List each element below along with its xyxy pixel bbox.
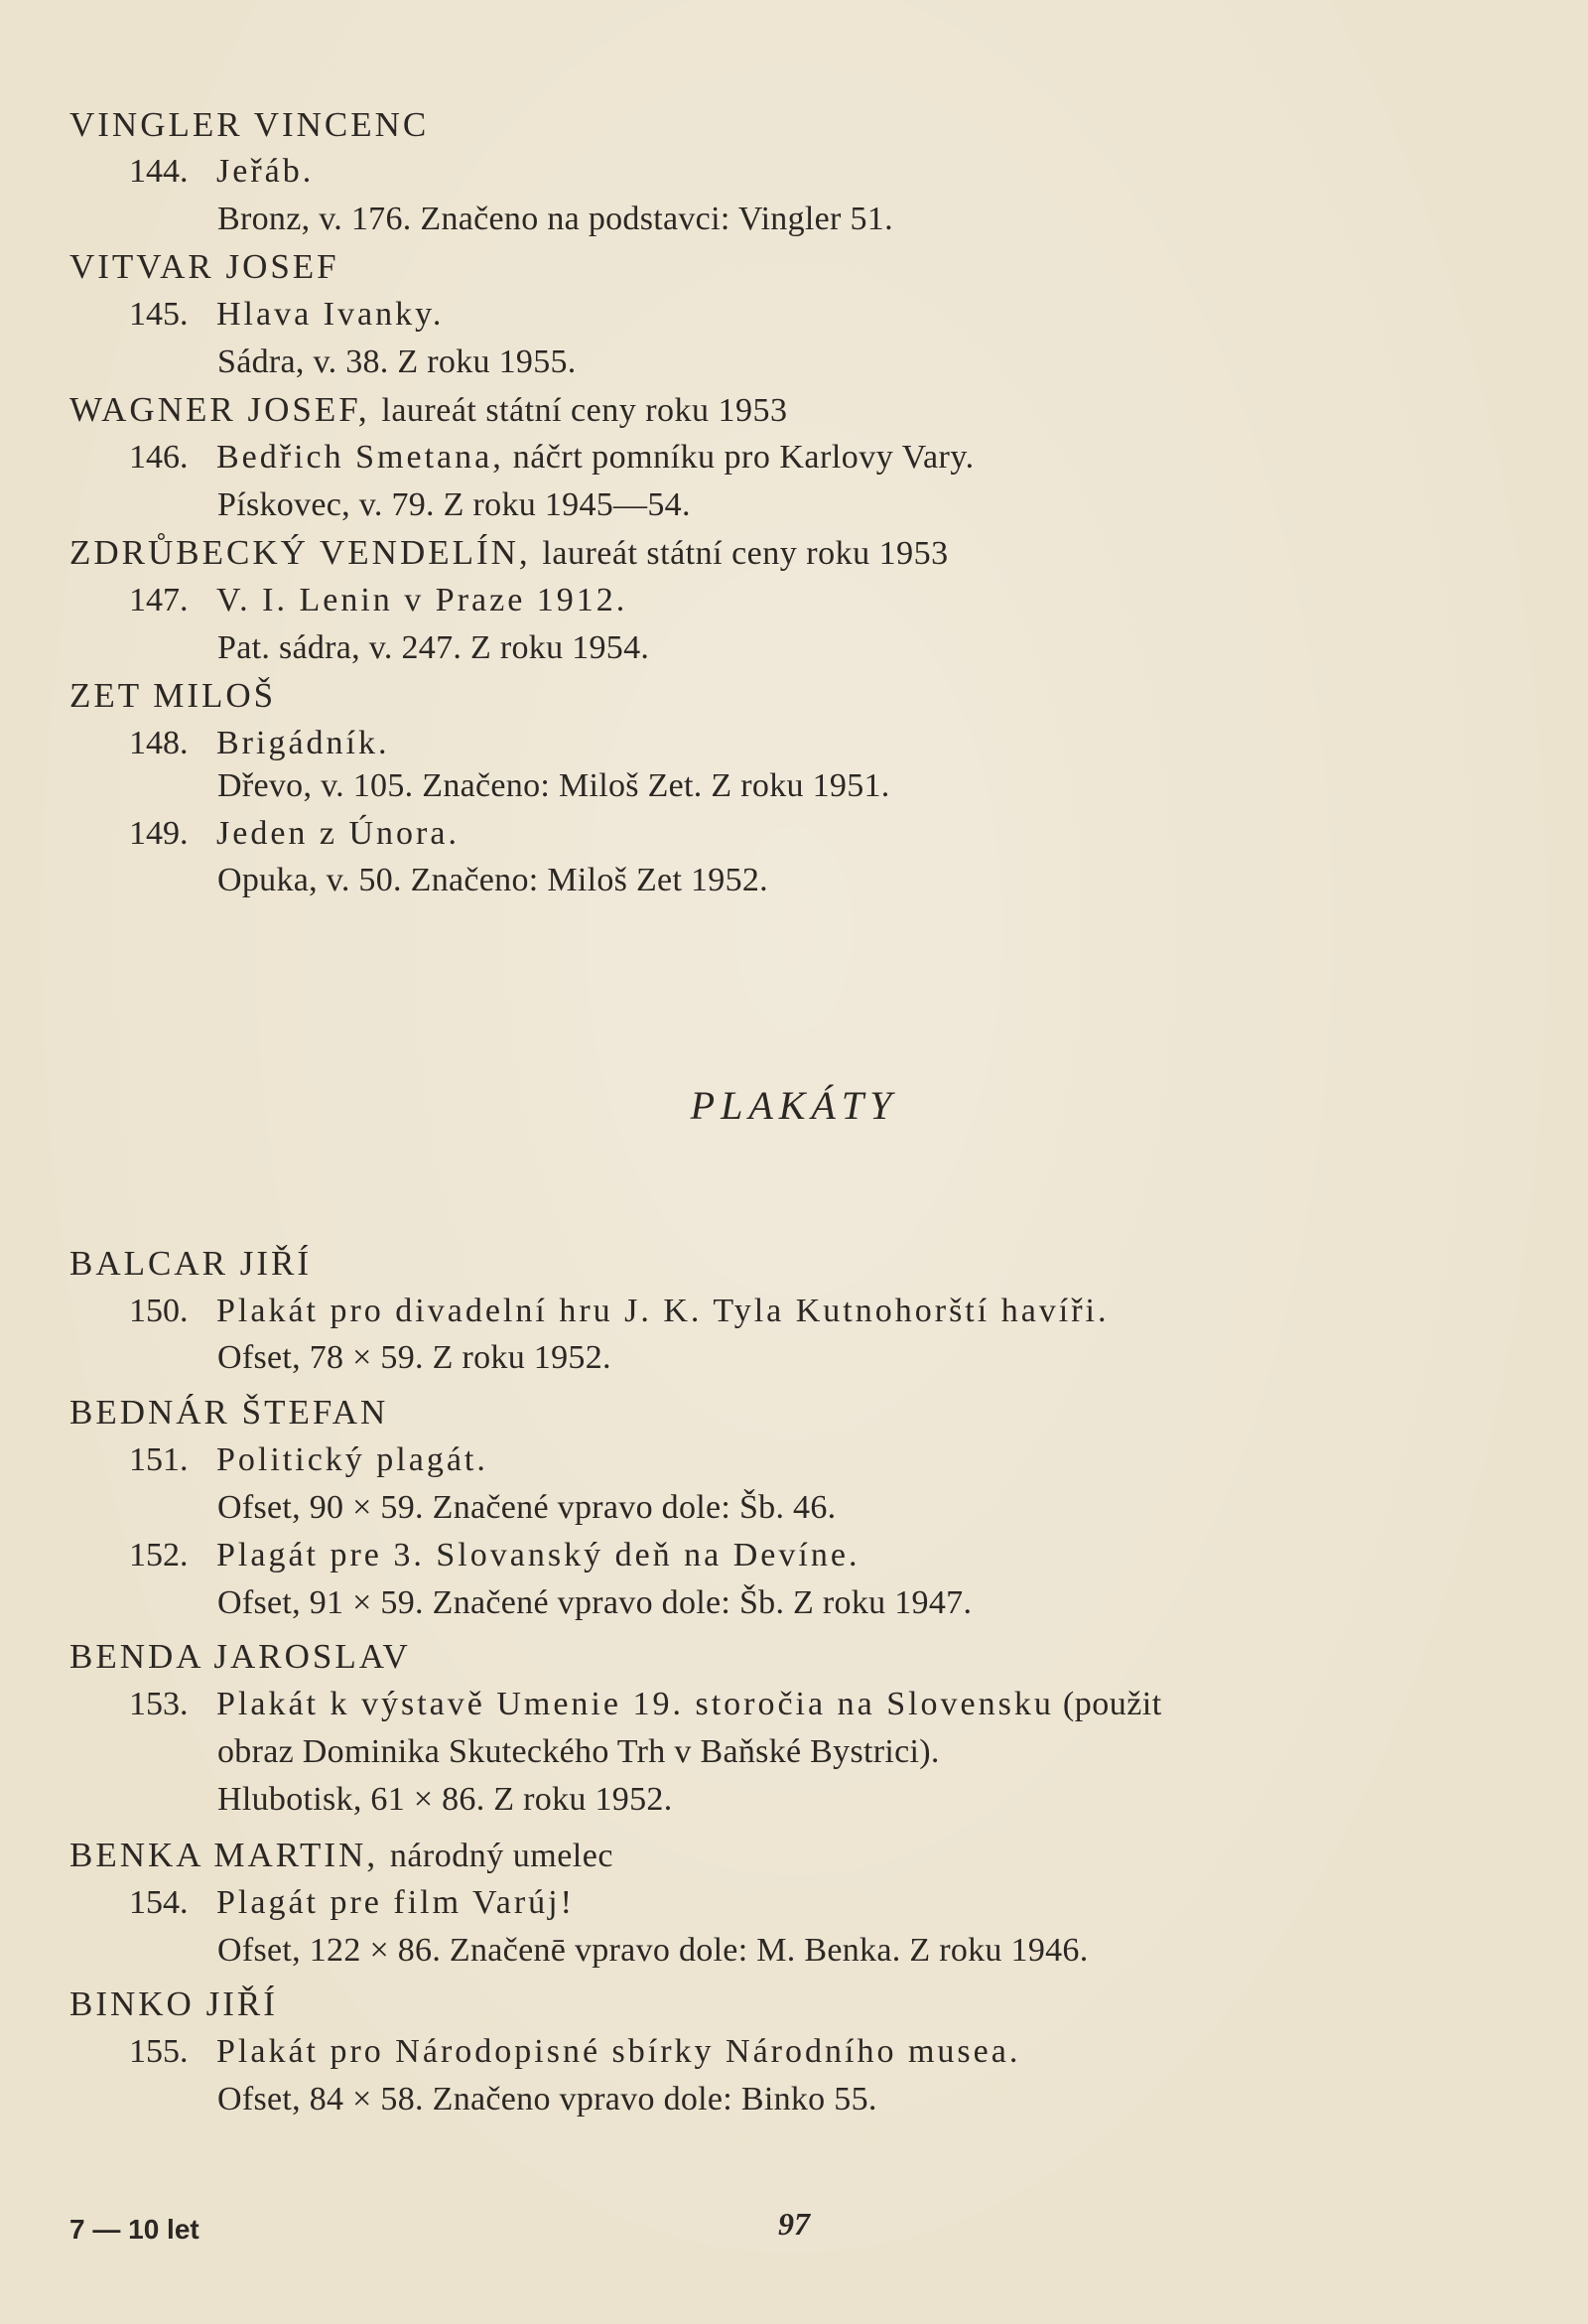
work-entry (129, 724, 389, 763)
work-number: 149. (129, 815, 189, 852)
work-detail: Ofset, 78 × 59. Z roku 1952. (217, 1339, 611, 1376)
work-number: 152. (129, 1537, 189, 1573)
artist-name: BINKO JIŘÍ (69, 1984, 278, 2023)
work-detail: Bronz, v. 176. Značeno na podstavci: Vingler 51. (217, 201, 893, 237)
work-entry (129, 814, 460, 854)
work-title: Jeden z Února. (216, 815, 460, 852)
work-number: 154. (129, 1884, 189, 1921)
work-detail: Pískovec, v. 79. Z roku 1945—54. (217, 486, 691, 523)
work-title: Plakát pro divadelní hru J. K. Tyla Kutnohorští havíři. (216, 1293, 1110, 1329)
work-entry (129, 438, 975, 478)
work-title: Hlava Ivanky. (216, 296, 445, 333)
artist-heading (69, 676, 276, 716)
artist-note: národný umelec (389, 1838, 613, 1874)
page-number: 97 (778, 2206, 810, 2242)
artist-note: laureát státní ceny roku 1953 (542, 535, 949, 572)
work-entry (129, 1292, 1110, 1331)
work-number: 147. (129, 582, 189, 618)
work-detail: Ofset, 91 × 59. Značené vpravo dole: Šb. Z roku 1947. (217, 1584, 973, 1621)
work-detail: obraz Dominika Skuteckého Trh v Baňské Bystrici). (217, 1733, 940, 1770)
work-title: Jeřáb. (216, 153, 315, 190)
work-detail: Hlubotisk, 61 × 86. Z roku 1952. (217, 1781, 673, 1818)
work-title: Bedřich Smetana, (216, 439, 504, 476)
work-number: 151. (129, 1441, 189, 1478)
artist-heading (69, 1393, 388, 1433)
work-number: 148. (129, 725, 189, 761)
work-number: 144. (129, 153, 189, 190)
artist-name: ZET MILOŠ (69, 676, 277, 715)
work-title: Brigádník. (216, 725, 390, 761)
artist-name: BENKA MARTIN, (69, 1836, 379, 1874)
artist-heading (69, 105, 429, 145)
work-detail: Pat. sádra, v. 247. Z roku 1954. (217, 629, 650, 666)
work-title: V. I. Lenin v Praze 1912. (216, 582, 628, 618)
work-entry (129, 1883, 575, 1923)
work-title-rest: (použit (1062, 1686, 1162, 1722)
work-number: 155. (129, 2033, 189, 2070)
work-title: Plakát k výstavě Umenie 19. storočia na Slovensku (216, 1686, 1054, 1722)
work-detail: Sádra, v. 38. Z roku 1955. (217, 343, 577, 380)
work-detail: Ofset, 90 × 59. Značené vpravo dole: Šb. 46. (217, 1489, 837, 1526)
work-entry (129, 152, 314, 192)
artist-heading (69, 1984, 278, 2024)
artist-name: BALCAR JIŘÍ (69, 1244, 312, 1283)
artist-heading (69, 1637, 411, 1677)
work-entry (129, 1536, 860, 1575)
artist-name: ZDRŮBECKÝ VENDELÍN, (69, 533, 531, 572)
work-title-rest: náčrt pomníku pro Karlovy Vary. (512, 439, 975, 476)
work-entry (129, 1685, 1162, 1724)
artist-name: VINGLER VINCENC (69, 105, 430, 144)
work-number: 153. (129, 1686, 189, 1722)
work-entry (129, 581, 627, 620)
work-title: Plagát pre 3. Slovanský deň na Devíne. (216, 1537, 860, 1573)
work-detail: Ofset, 122 × 86. Značenē vpravo dole: M. Benka. Z roku 1946. (217, 1932, 1089, 1969)
work-detail: Ofset, 84 × 58. Značeno vpravo dole: Binko 55. (217, 2081, 877, 2118)
artist-heading (69, 1836, 613, 1876)
artist-name: WAGNER JOSEF, (69, 390, 370, 429)
work-number: 145. (129, 296, 189, 333)
work-number: 150. (129, 1293, 189, 1329)
work-title: Plakát pro Národopisné sbírky Národního musea. (216, 2033, 1021, 2070)
work-title: Politický plagát. (216, 1441, 488, 1478)
artist-heading (69, 247, 339, 287)
work-detail: Dřevo, v. 105. Značeno: Miloš Zet. Z roku 1951. (217, 767, 890, 804)
artist-name: VITVAR JOSEF (69, 247, 339, 286)
artist-heading (69, 533, 949, 574)
work-entry (129, 1440, 488, 1480)
work-entry (129, 295, 444, 335)
signature-mark: 7 — 10 let (69, 2214, 199, 2245)
work-number: 146. (129, 439, 189, 476)
artist-heading (69, 1244, 312, 1284)
artist-name: BENDA JAROSLAV (69, 1637, 411, 1676)
work-entry (129, 2032, 1020, 2072)
work-title: Plagát pre film Varúj! (216, 1884, 575, 1921)
section-title: PLAKÁTY (690, 1083, 898, 1128)
work-detail: Opuka, v. 50. Značeno: Miloš Zet 1952. (217, 862, 768, 898)
artist-note: laureát státní ceny roku 1953 (381, 392, 788, 429)
artist-name: BEDNÁR ŠTEFAN (69, 1393, 389, 1432)
artist-heading (69, 390, 788, 431)
